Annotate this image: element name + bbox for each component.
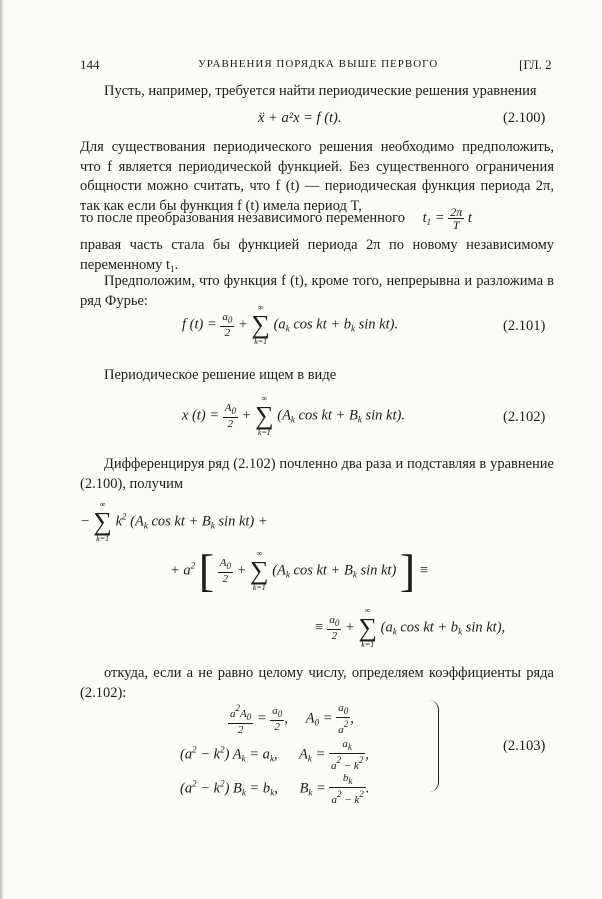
equation-number-2-103: (2.103)	[503, 738, 546, 754]
coefficient-eq-a0: $\frac{a^2A_0}{2}$ = $\frac{a_0}{2}$ , $A_0$ = $\frac{a_0}{a^2}$ ,	[230, 702, 354, 736]
substituted-equation-line-2: + $a^2$ [ $\frac{A_0}{2}$ + ∞ ∑ k=1 ($A_k$ cos kt + $B_k$ sin kt) ] ≡	[170, 545, 429, 596]
transformation-text-before: то после преобразования независимого переменного	[80, 209, 406, 226]
variable-subscript: 1	[170, 263, 175, 274]
paragraph-intro: Пусть, например, требуется найти периодические решения уравнения	[104, 83, 537, 99]
paragraph-transformation-rest: правая часть стала бы функцией периода 2π по новому независимому переменному $t_1$.	[80, 237, 554, 274]
system-right-brace	[428, 700, 439, 792]
equation-number-2-102: (2.102)	[503, 409, 546, 425]
equation-2-101: f (t) = $\frac{a_0}{2}$ + ∞ ∑ k=1 ($a_k$ cos kt + $b_k$ sin kt).	[182, 303, 399, 346]
substituted-equation-line-3: ≡ $\frac{a_0}{2}$ + ∞ ∑ k=1 ($a_k$ cos kt + $b_k$ sin kt),	[314, 606, 506, 649]
coefficient-eq-ak: $(a^2 - k^2) A_k = a_k$, $A_k$ = $\frac{a_k}{a^2 - k^2}$ ,	[180, 738, 369, 772]
paragraph-periodicity: Для существования периодического решения необходимо предположить, что f является периодической функцией. Без существенного ограничения общности можно считать, что f (t) — периодическая функция периода 2π, так как если бы функция f (t) имела период T,	[80, 139, 554, 214]
coefficient-eq-bk: $(a^2 - k^2) B_k = b_k$, $B_k$ = $\frac{b_k}{a^2 - k^2}$ .	[180, 772, 370, 806]
substituted-equation-line-1: − ∞ ∑ k=1 $k^2$ ($A_k$ cos kt + $B_k$ sin kt) +	[80, 500, 268, 543]
paragraph-coefficients: откуда, если a не равно целому числу, определяем коэффициенты ряда (2.102):	[80, 665, 554, 701]
transformation-formula: $t_1$ = $\frac{2\pi}{T}$ t	[422, 205, 472, 232]
paragraph-differentiation: Дифференцируя ряд (2.102) почленно два раза и подставляя в уравнение (2.100), получим	[80, 456, 554, 492]
equation-2-102: x (t) = $\frac{A_0}{2}$ + ∞ ∑ k=1 ($A_k$ cos kt + $B_k$ sin kt).	[182, 394, 405, 437]
page-number: 144	[80, 57, 100, 72]
paragraph-fourier: Предположим, что функция f (t), кроме того, непрерывна и разложима в ряд Фурье:	[80, 273, 554, 309]
running-title: УРАВНЕНИЯ ПОРЯДКА ВЫШЕ ПЕРВОГО	[198, 58, 439, 70]
scan-edge-shadow	[0, 0, 4, 899]
chapter-label: [ГЛ. 2	[519, 57, 552, 72]
paragraph-transformation-line	[80, 206, 554, 231]
equation-2-100: ẍ + a²x = f (t).	[258, 110, 342, 126]
equation-number-2-101: (2.101)	[503, 318, 546, 334]
paragraph-solution-form: Периодическое решение ищем в виде	[104, 367, 337, 383]
equation-number-2-100: (2.100)	[503, 110, 546, 126]
